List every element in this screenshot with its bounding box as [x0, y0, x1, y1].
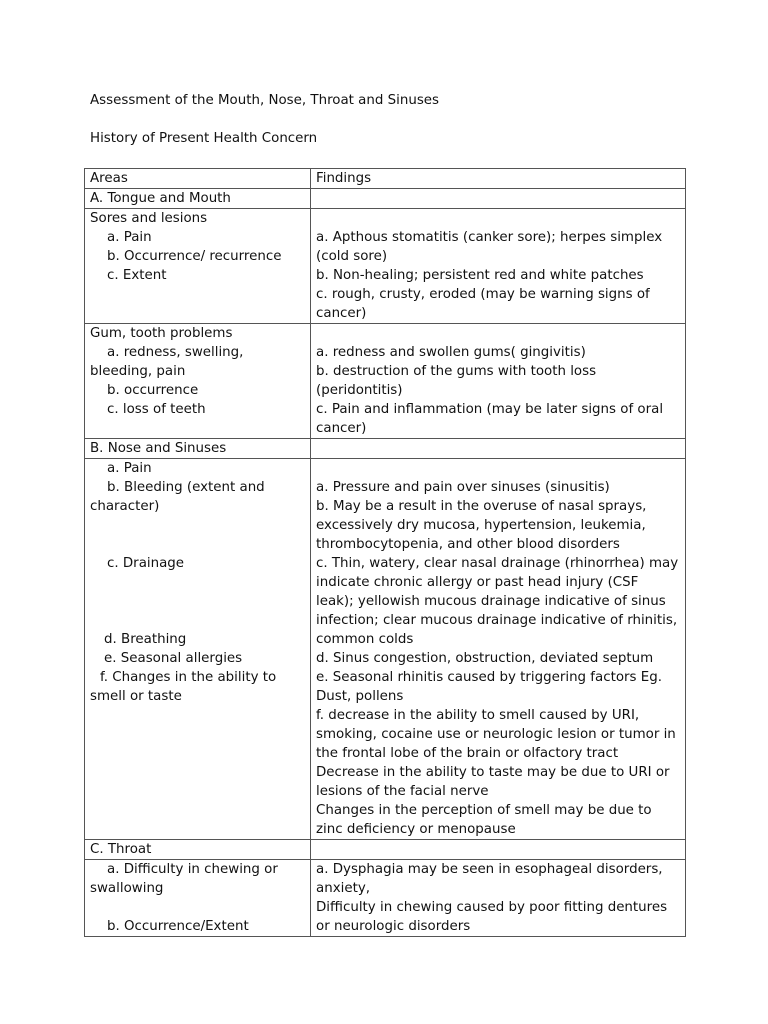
area-line: c. Drainage	[107, 556, 185, 571]
table-header-row	[85, 169, 686, 189]
finding-text: c. Pain and inflammation (may be later signs of oral cancer)	[316, 402, 664, 436]
finding-text: a. redness and swollen gums( gingivitis)	[316, 345, 586, 360]
area-line: Gum, tooth problems	[90, 326, 233, 341]
finding-text: a. Pressure and pain over sinuses (sinusitis)	[316, 480, 610, 495]
findings-cell-sores	[311, 209, 686, 324]
area-line: e. Seasonal allergies	[104, 651, 243, 666]
area-line: d. Breathing	[104, 632, 187, 647]
finding-text: b. Non-healing; persistent red and white patches	[316, 268, 644, 283]
header-areas: Areas	[85, 169, 311, 189]
assessment-table	[84, 168, 686, 937]
area-line: swallowing	[90, 881, 164, 896]
findings-cell-nose	[311, 459, 686, 840]
area-line: b. occurrence	[107, 383, 199, 398]
finding-text: c. rough, crusty, eroded (may be warning signs of cancer)	[316, 287, 650, 321]
findings-cell-throat	[311, 860, 686, 937]
area-cell-gum	[85, 324, 311, 439]
section-throat-label: C. Throat	[85, 840, 311, 860]
finding-text: b. May be a result in the overuse of nasal sprays, excessively dry mucosa, hypertension, leukemia, thrombocytopenia, and other blood disorders	[316, 499, 647, 552]
finding-text: a. Apthous stomatitis (canker sore); herpes simplex (cold sore)	[316, 230, 663, 264]
document-title: Assessment of the Mouth, Nose, Throat and Sinuses	[90, 93, 440, 108]
area-cell-sores	[85, 209, 311, 324]
section-nose-label: B. Nose and Sinuses	[85, 439, 311, 459]
area-line: b. Occurrence/Extent	[107, 919, 249, 934]
document-subtitle: History of Present Health Concern	[90, 131, 318, 146]
area-line: a. Pain	[107, 461, 152, 476]
table-row-sores	[85, 209, 686, 324]
finding-text: a. Dysphagia may be seen in esophageal disorders, anxiety,	[316, 862, 663, 896]
area-line: smell or taste	[90, 689, 182, 704]
finding-text: b. destruction of the gums with tooth loss (peridontitis)	[316, 364, 597, 398]
finding-text: e. Seasonal rhinitis caused by triggering factors Eg. Dust, pollens	[316, 670, 662, 704]
area-line: c. loss of teeth	[107, 402, 206, 417]
area-line: a. Pain	[107, 230, 152, 245]
table-row-nose	[85, 459, 686, 840]
table-row-throat	[85, 860, 686, 937]
header-findings: Findings	[311, 169, 686, 189]
area-line: b. Bleeding (extent and	[107, 480, 265, 495]
table-row-gum	[85, 324, 686, 439]
section-tongue-label: A. Tongue and Mouth	[85, 189, 311, 209]
area-cell-nose	[85, 459, 311, 840]
finding-text: f. decrease in the ability to smell caused by URI, smoking, cocaine use or neurologic lesion or tumor in the frontal lobe of the brain or olfactory tract	[316, 708, 676, 761]
finding-text: d. Sinus congestion, obstruction, deviated septum	[316, 651, 654, 666]
area-line: f. Changes in the ability to	[100, 670, 277, 685]
area-line: b. Occurrence/ recurrence	[107, 249, 282, 264]
finding-text: Difficulty in chewing caused by poor fitting dentures or neurologic disorders	[316, 900, 668, 934]
area-line: Sores and lesions	[90, 211, 208, 226]
area-line: bleeding, pain	[90, 364, 186, 379]
area-line: a. redness, swelling,	[107, 345, 244, 360]
area-line: character)	[90, 499, 160, 514]
area-line: a. Difficulty in chewing or	[107, 862, 278, 877]
finding-text: c. Thin, watery, clear nasal drainage (rhinorrhea) may indicate chronic allergy or past head injury (CSF leak); yellowish mucous drainage indicative of sinus infection; clear mucous drainage indicative of rhinitis, common colds	[316, 556, 679, 647]
section-row-nose	[85, 439, 686, 459]
area-cell-throat	[85, 860, 311, 937]
area-line: c. Extent	[107, 268, 167, 283]
findings-cell-gum	[311, 324, 686, 439]
section-row-tongue	[85, 189, 686, 209]
section-row-throat	[85, 840, 686, 860]
finding-text: Changes in the perception of smell may be due to zinc deficiency or menopause	[316, 803, 652, 837]
finding-text: Decrease in the ability to taste may be due to URI or lesions of the facial nerve	[316, 765, 670, 799]
